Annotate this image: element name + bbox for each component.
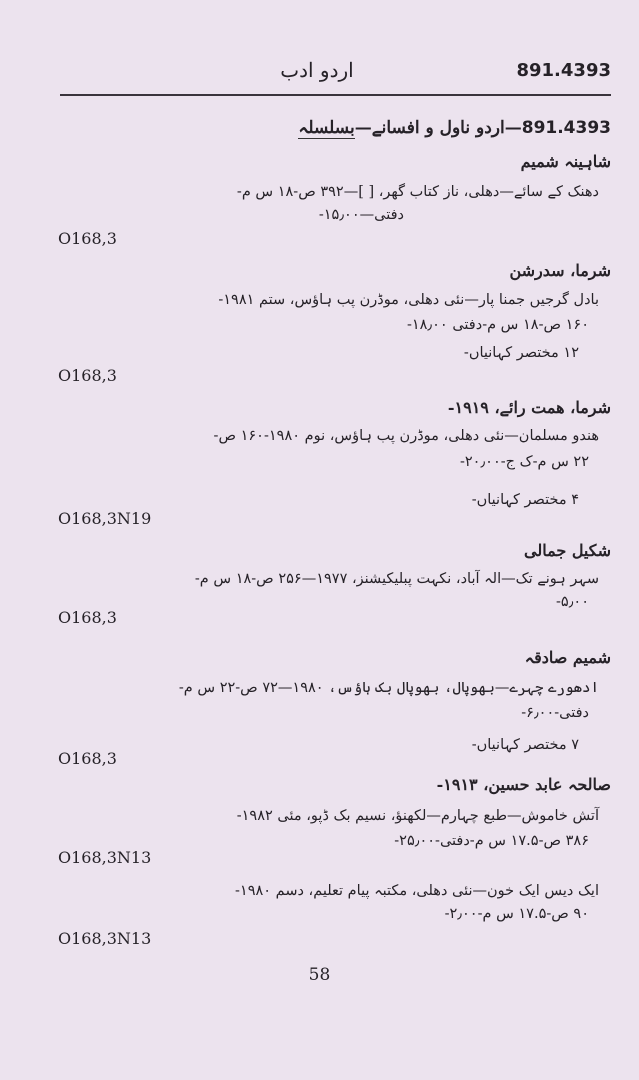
entry-author: صالحہ عابد حسین، ۱۹۱۳- [436, 775, 611, 794]
header-rule [60, 94, 611, 96]
entry-code: O168,3 [58, 229, 117, 248]
entry-code: O168,3 [58, 749, 117, 768]
entry-code: O168,3 [58, 608, 117, 627]
running-title: اردو ادب [280, 58, 354, 82]
entry-line: دفتی-۶٫۰۰- [521, 705, 589, 721]
entry-line: ۴ مختصر کہانیاں- [471, 492, 579, 508]
entry-author: شرما، همت رائے، ۱۹۱۹- [447, 398, 611, 417]
entry-code: O168,3 [58, 366, 117, 385]
entry-line: ۵٫۰۰- [556, 594, 589, 610]
subject-heading-text: —اردو ناول و افسانے— [354, 118, 522, 138]
entry-line: ۲۲ س م-ک ج-۲۰٫۰۰- [459, 454, 589, 470]
running-class-number: 891.4393 [516, 60, 611, 81]
entry-code: O168,3N19 [58, 509, 152, 528]
entry-line: ۷ مختصر کہانیاں- [471, 737, 579, 753]
entry-author: شرما، سدرشن [509, 261, 611, 280]
page-number: 58 [308, 965, 331, 985]
entry-line: دفتی—۱۵٫۰۰- [318, 207, 404, 223]
entry-line: ۱۶۰ ص-۱۸ س م-دفتی ۱۸٫۰۰- [406, 317, 589, 333]
entry-line: ۹۰ ص-۱۷.۵ س م-۲٫۰۰- [444, 906, 589, 922]
entry-line: ۳۸۶ ص-۱۷.۵ س م-دفتی-۲۵٫۰۰- [394, 833, 589, 849]
subject-suffix: بسلسلہ [298, 118, 355, 138]
entry-line: دھنک کے سائے—دھلی، ناز کتاب گھر، [ ]—۳۹۲ ص-۱۸ س م- [236, 184, 599, 200]
entry-line: ایک دیس ایک خون—نئی دھلی، مکتبہ پیام تعلیم، دسم ۱۹۸۰- [235, 883, 599, 899]
entry-line: بادل گرجیں جمنا پار—نئی دھلی، موڈرن پب ہاؤس، ستم ۱۹۸۱- [218, 292, 599, 308]
entry-code: O168,3N13 [58, 848, 152, 867]
entry-author: شکیل جمالی [524, 541, 611, 560]
entry-line: سہر ہونے تک—الہ آباد، نکہت پبلیکیشنز، ۱۹۷۷—۲۵۶ ص-۱۸ س م- [194, 571, 599, 587]
entry-line: ۱۲ مختصر کہانیاں- [463, 345, 579, 361]
entry-line: ادھورے چہرے—بھوپال، بھوپال بک ہاؤس، ۱۹۸۰—۷۲ ص-۲۲ س م- [178, 680, 599, 696]
entry-line: ھندو مسلمان—نئی دھلی، موڈرن پب ہاؤس، نوم ۱۹۸۰-۱۶۰ ص- [213, 428, 599, 444]
entry-code: O168,3N13 [58, 929, 152, 948]
subject-number: 891.4393 [521, 118, 611, 138]
subject-heading [298, 117, 611, 138]
entry-author: شمیم صادقہ [524, 648, 611, 667]
entry-author: شاہینہ شمیم [520, 152, 611, 171]
entry-line: آتش خاموش—طبع چہارم—لکھنؤ، نسیم بک ڈپو، مئی ۱۹۸۲- [236, 808, 599, 824]
